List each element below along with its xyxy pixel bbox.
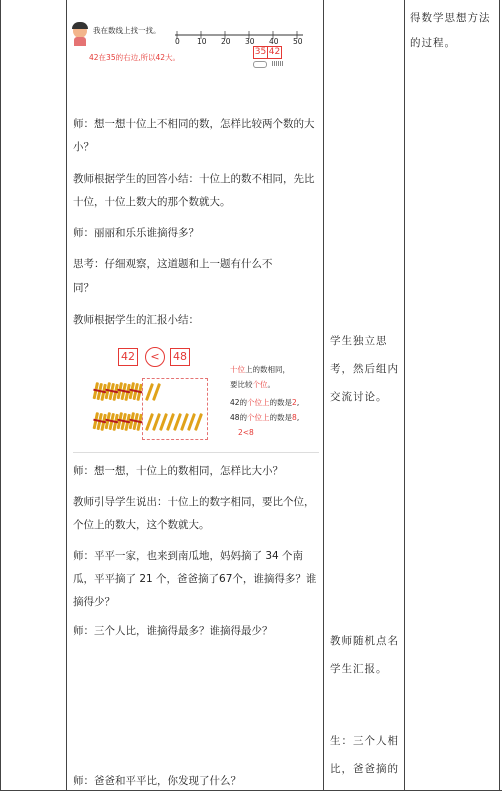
explain-line-5: 2<8 xyxy=(238,428,254,437)
number-box-42: 42 xyxy=(118,348,138,366)
axis-ticks xyxy=(171,37,311,47)
number-line-note: 42在35的右边,所以42大。 xyxy=(89,53,181,62)
table-border xyxy=(404,0,405,790)
table-border xyxy=(323,0,324,790)
tick-label: 10 xyxy=(197,37,207,46)
paragraph: 思考：仔细观察，这道题和上一题有什么不 xyxy=(73,258,273,270)
paragraph: 师：丽丽和乐乐谁摘得多？ xyxy=(73,227,199,239)
paragraph: 教师根据学生的回答小结：十位上的数不相同，先比十位，十位上数大的那个数就大。 xyxy=(73,173,315,208)
explain-line-3: 42的个位上的数是2, xyxy=(230,398,300,407)
glasses-icon xyxy=(253,61,267,68)
student-activity: 学生独立思考，然后组内交流讨论。 xyxy=(330,335,399,403)
number-box-48: 48 xyxy=(170,348,190,366)
paragraph: 师：想一想，十位上的数相同，怎样比大小？ xyxy=(73,465,283,477)
explain-line-4: 48的个位上的数是8, xyxy=(230,413,300,422)
paragraph: 师：想一想十位上不相同的数，怎样比较两个数的大小？ xyxy=(73,118,315,153)
tick-label: 20 xyxy=(221,37,231,46)
ones-dashed-box xyxy=(142,378,208,440)
sticks-icon xyxy=(272,61,284,66)
explain-line-2: 要比较个位。 xyxy=(230,380,275,389)
tick-label: 30 xyxy=(245,37,255,46)
number-box-42: 42 xyxy=(268,47,281,57)
student-activity: 教师随机点名学生汇报。 xyxy=(330,635,399,675)
table-border-left xyxy=(0,0,1,790)
ten-bundle-icon xyxy=(128,412,143,433)
tick-label: 50 xyxy=(293,37,303,46)
divider xyxy=(73,452,319,453)
paragraph: 师：三个人比，谁摘得最多？谁摘得最少？ xyxy=(73,625,273,637)
student-activity: 生：三个人相比，爸爸摘的 xyxy=(330,735,399,775)
tick-label: 0 xyxy=(175,37,180,46)
paragraph: 师：爸爸和平平比，你发现了什么？ xyxy=(73,775,241,787)
comparison-figure xyxy=(88,345,318,445)
design-intent: 得数学思想方法的过程。 xyxy=(410,12,491,49)
number-line-figure xyxy=(73,22,313,74)
compare-symbol: < xyxy=(145,347,165,367)
tick-label: 40 xyxy=(269,37,279,46)
comparison-explanation xyxy=(230,362,320,440)
speech-text: 我在数线上找一找。 xyxy=(93,26,161,35)
girl-body-icon xyxy=(74,37,86,46)
paragraph: 师：平平一家，也来到南瓜地，妈妈摘了 34 个南瓜，平平摘了 21 个，爸爸摘了67个，谁摘得多？谁摘得少？ xyxy=(73,550,317,608)
hair-icon xyxy=(72,22,88,29)
paragraph: 教师根据学生的汇报小结： xyxy=(73,314,199,326)
explain-line-1: 十位上的数相同， xyxy=(230,365,290,374)
ten-bundle-icon xyxy=(128,382,143,403)
table-border-right xyxy=(499,0,500,790)
paragraph: 同？ xyxy=(73,282,94,294)
number-box-35: 35 xyxy=(254,47,267,57)
table-border xyxy=(66,0,67,790)
paragraph: 教师引导学生说出：十位上的数字相同，要比个位，个位上的数大，这个数就大。 xyxy=(73,496,315,531)
